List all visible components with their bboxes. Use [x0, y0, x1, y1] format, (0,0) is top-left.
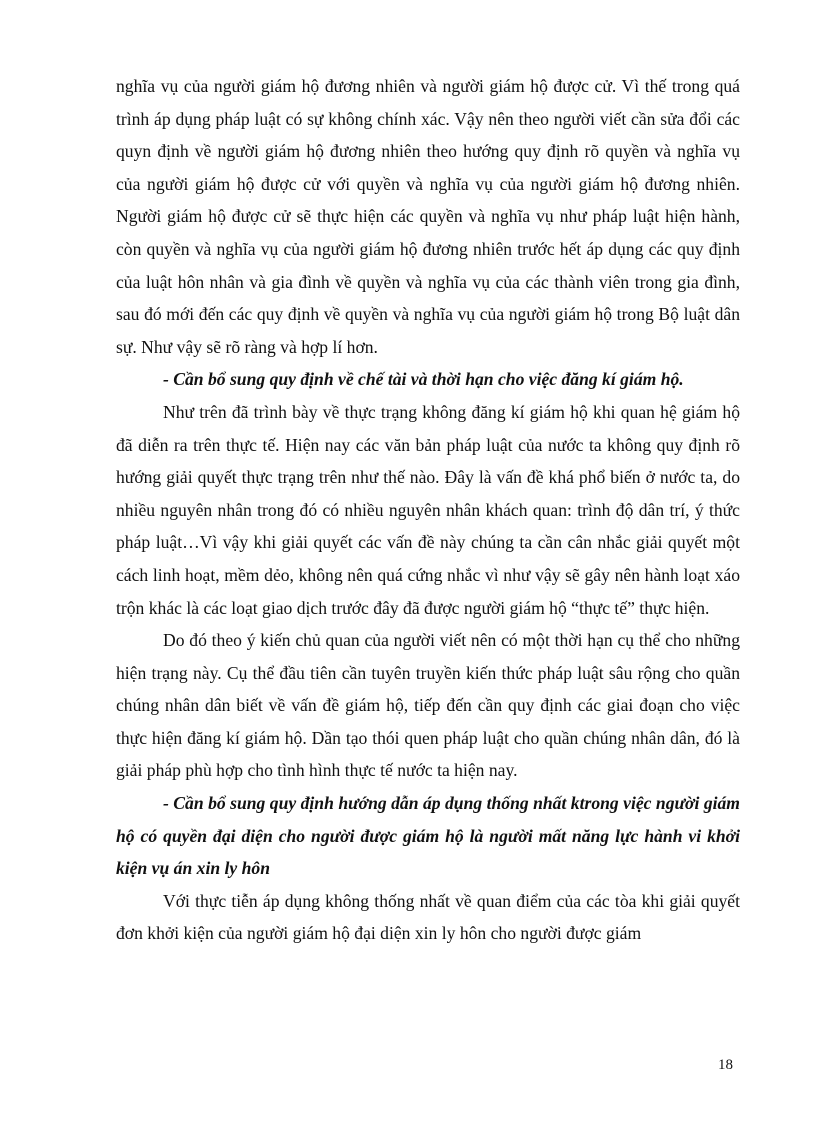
paragraph-unregistered-guardianship: Như trên đã trình bày về thực trạng không đăng kí giám hộ khi quan hệ giám hộ đã diễn ra trên thực tế. Hiện nay các văn bản pháp luật của nước ta không quy định rõ hướng giải quyết thực trạng trên như thế nào. Đây là vấn đề khá phổ biến ở nước ta, do nhiều nguyên nhân trong đó có nhiều nguyên nhân khách quan: trình độ dân trí, ý thức pháp luật…Vì vậy khi giải quyết các vấn đề này chúng ta cần cân nhắc giải quyết một cách linh hoạt, mềm dẻo, không nên quá cứng nhắc vì như vậy sẽ gây nên hành loạt xáo trộn khác là các loạt giao dịch trước đây đã được người giám hộ “thực tế” thực hiện.	[116, 401, 740, 618]
paragraph-court-practice: Với thực tiễn áp dụng không thống nhất về quan điểm của các tòa khi giải quyết đơn khởi kiện của người giám hộ đại diện xin ly hôn cho người được giám	[116, 890, 740, 944]
page-number: 18	[718, 1057, 733, 1073]
paragraph-time-limit: Do đó theo ý kiến chủ quan của người viết nên có một thời hạn cụ thể cho những hiện trạng này. Cụ thể đầu tiên cần tuyên truyền kiến thức pháp luật sâu rộng cho quần chúng nhân dân biết về vấn đề giám hộ, tiếp đến cần quy định các giai đoạn cho việc thực hiện đăng kí giám hộ. Dần tạo thói quen pháp luật cho quần chúng nhân dân, đó là giải pháp phù hợp cho tình hình thực tế nước ta hiện nay.	[116, 630, 740, 781]
heading-registration-sanctions: - Cần bổ sung quy định về chế tài và thời hạn cho việc đăng kí giám hộ.	[163, 369, 684, 390]
heading-divorce-representation: - Cần bổ sung quy định hướng dẫn áp dụng thống nhất ktrong việc người giám hộ có quyền đại diện cho người được giám hộ là người mất năng lực hành vi khởi kiện vụ án xin ly hôn	[116, 793, 740, 879]
paragraph-guardian-rights: nghĩa vụ của người giám hộ đương nhiên và người giám hộ được cử. Vì thế trong quá trình áp dụng pháp luật có sự không chính xác. Vậy nên theo người viết cần sửa đổi các quyn định về người giám hộ đương nhiên theo hướng quy định rõ quyền và nghĩa vụ của người giám hộ được cử với quyền và nghĩa vụ của người giám hộ đương nhiên. Người giám hộ được cử sẽ thực hiện các quyền và nghĩa vụ như pháp luật hiện hành, còn quyền và nghĩa vụ của người giám hộ đương nhiên trước hết áp dụng các quy định của luật hôn nhân và gia đình về quyền và nghĩa vụ của các thành viên trong gia đình, sau đó mới đến các quy định về quyền và nghĩa vụ của người giám hộ trong Bộ luật dân sự. Như vậy sẽ rõ ràng và hợp lí hơn.	[116, 76, 740, 357]
document-page	[116, 70, 740, 950]
